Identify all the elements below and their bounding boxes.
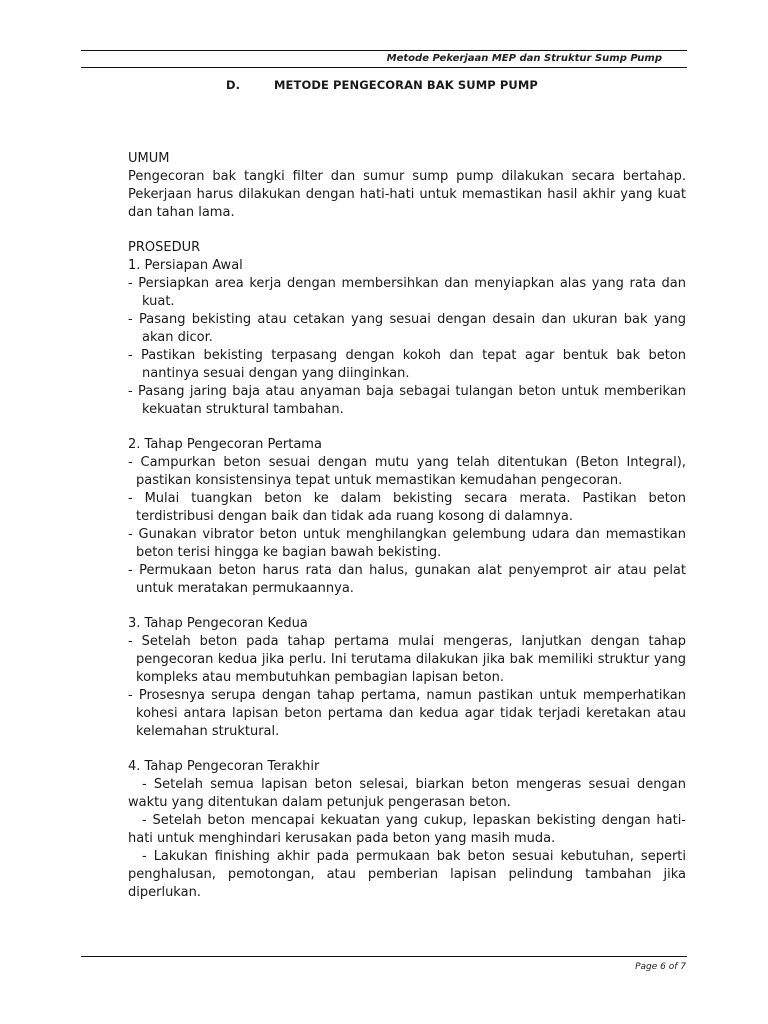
step-2-item: - Gunakan vibrator beton untuk menghilangkan gelembung udara dan memastikan beton terisi hingga ke bagian bawah bekisting. xyxy=(128,527,686,560)
running-header: Metode Pekerjaan MEP dan Struktur Sump Pump xyxy=(386,53,662,64)
prosedur-heading: PROSEDUR xyxy=(128,240,201,255)
step-1-item: - Persiapkan area kerja dengan membersihkan dan menyiapkan alas yang rata dan kuat. xyxy=(128,276,686,309)
step-4-item: - Lakukan finishing akhir pada permukaan bak beton sesuai kebutuhan, seperti penghalusan, pemotongan, atau pemberian lapisan pelindung tambahan jika diperlukan. xyxy=(128,849,686,900)
step-2-item: - Campurkan beton sesuai dengan mutu yang telah ditentukan (Beton Integral), pastikan konsistensinya tepat untuk memastikan kemudahan pengecoran. xyxy=(128,455,686,488)
section-title-text: METODE PENGECORAN BAK SUMP PUMP xyxy=(274,78,538,92)
step-4-title: 4. Tahap Pengecoran Terakhir xyxy=(128,759,320,774)
step-3-item: - Setelah beton pada tahap pertama mulai mengeras, lanjutkan dengan tahap pengecoran kedua jika perlu. Ini terutama dilakukan jika bak memiliki struktur yang kompleks atau membutuhkan pembagian lapisan beton. xyxy=(128,634,686,685)
step-4-item: - Setelah beton mencapai kekuatan yang cukup, lepaskan bekisting dengan hati-hati untuk menghindari kerusakan pada beton yang masih muda. xyxy=(128,813,686,846)
step-1-item: - Pastikan bekisting terpasang dengan kokoh dan tepat agar bentuk bak beton nantinya sesuai dengan yang diinginkan. xyxy=(128,348,686,381)
header-rule-top xyxy=(81,50,687,51)
document-body xyxy=(128,150,686,902)
page-number: Page 6 of 7 xyxy=(635,962,686,972)
umum-heading: UMUM xyxy=(128,151,170,166)
step-1-item: - Pasang bekisting atau cetakan yang sesuai dengan desain dan ukuran bak yang akan dicor. xyxy=(128,312,686,345)
header-rule-bottom xyxy=(81,67,687,68)
step-1-item: - Pasang jaring baja atau anyaman baja sebagai tulangan beton untuk memberikan kekuatan struktural tambahan. xyxy=(128,384,686,417)
step-1-title: 1. Persiapan Awal xyxy=(128,258,243,273)
step-4-item: - Setelah semua lapisan beton selesai, biarkan beton mengeras sesuai dengan waktu yang ditentukan dalam petunjuk pengerasan beton. xyxy=(128,777,686,810)
footer-rule xyxy=(81,956,687,957)
step-2-item: - Permukaan beton harus rata dan halus, gunakan alat penyemprot air atau pelat untuk meratakan permukaannya. xyxy=(128,563,686,596)
umum-paragraph: Pengecoran bak tangki filter dan sumur sump pump dilakukan secara bertahap. Pekerjaan harus dilakukan dengan hati-hati untuk memastikan hasil akhir yang kuat dan tahan lama. xyxy=(128,169,686,220)
section-number: D. xyxy=(226,78,241,92)
section-title xyxy=(226,78,538,92)
step-3-title: 3. Tahap Pengecoran Kedua xyxy=(128,616,308,631)
step-2-item: - Mulai tuangkan beton ke dalam bekisting secara merata. Pastikan beton terdistribusi dengan baik dan tidak ada ruang kosong di dalamnya. xyxy=(128,491,686,524)
step-3-item: - Prosesnya serupa dengan tahap pertama, namun pastikan untuk memperhatikan kohesi antara lapisan beton pertama dan kedua agar tidak terjadi keretakan atau kelemahan struktural. xyxy=(128,688,686,739)
step-2-title: 2. Tahap Pengecoran Pertama xyxy=(128,437,322,452)
